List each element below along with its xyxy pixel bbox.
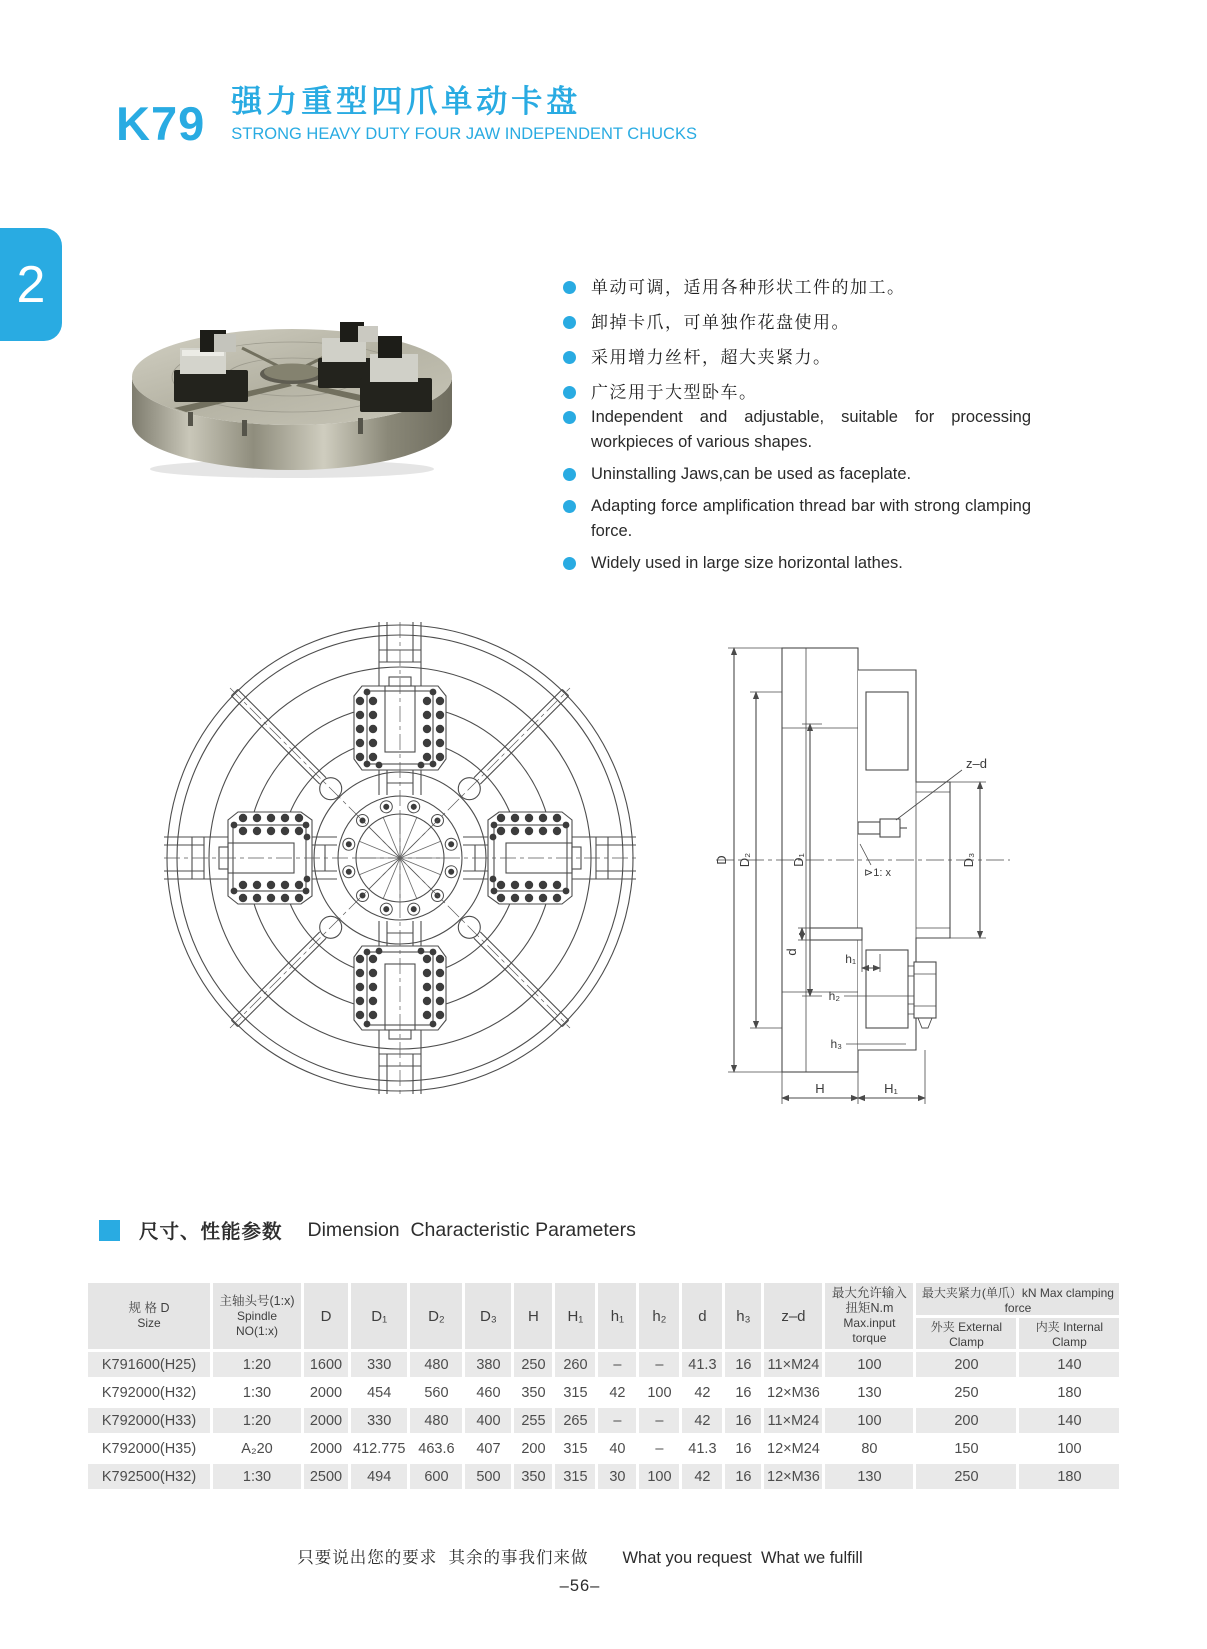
dim-label-h2: h₂ bbox=[828, 989, 840, 1003]
table-body bbox=[88, 1352, 1119, 1489]
table-cell: 2000 bbox=[304, 1380, 348, 1405]
table-cell: 100 bbox=[639, 1464, 679, 1489]
table-cell: 250 bbox=[514, 1352, 552, 1377]
bullet-icon bbox=[563, 386, 576, 399]
table-cell: 412.775 bbox=[351, 1436, 407, 1461]
table-cell: – bbox=[639, 1436, 679, 1461]
bullet-icon bbox=[563, 500, 576, 513]
table-cell: 400 bbox=[465, 1408, 511, 1433]
page-number: –56– bbox=[559, 1577, 601, 1595]
feature-text: 广泛用于大型卧车。 bbox=[591, 383, 758, 402]
table-cell: 250 bbox=[916, 1380, 1016, 1405]
section-heading bbox=[99, 1216, 636, 1244]
feature-text: 采用增力丝杆，超大夹紧力。 bbox=[591, 348, 832, 367]
bullet-icon bbox=[563, 468, 576, 481]
feature-text: Widely used in large size horizontal lathes. bbox=[591, 554, 903, 572]
feature-item bbox=[563, 462, 1031, 487]
table-row bbox=[88, 1408, 1119, 1433]
chuck-photo-illustration bbox=[122, 292, 462, 482]
table-cell: K792500(H32) bbox=[88, 1464, 210, 1489]
col-header-h3: h₃ bbox=[725, 1283, 761, 1349]
col-header-H: H bbox=[514, 1283, 552, 1349]
table-cell: 560 bbox=[410, 1380, 462, 1405]
table-cell: 30 bbox=[598, 1464, 636, 1489]
col-header-D: D bbox=[304, 1283, 348, 1349]
col-header-D3: D₃ bbox=[465, 1283, 511, 1349]
dim-label-D2: D₂ bbox=[737, 852, 752, 868]
table-cell: 350 bbox=[514, 1464, 552, 1489]
dim-label-H: H bbox=[815, 1081, 825, 1096]
table-cell: 460 bbox=[465, 1380, 511, 1405]
col-header-torque: 最大允许输入扭矩N.m Max.input torque bbox=[825, 1283, 913, 1349]
feature-text: Independent and adjustable, suitable for processing workpieces of various shapes. bbox=[591, 408, 1031, 451]
table-cell: 12×M36 bbox=[764, 1380, 822, 1405]
col-header-clamp-group: 最大夹紧力(单爪）kN Max clamping force bbox=[916, 1283, 1119, 1315]
table-cell: 41.3 bbox=[682, 1436, 722, 1461]
col-header-D2: D₂ bbox=[410, 1283, 462, 1349]
table-cell: 42 bbox=[682, 1464, 722, 1489]
dim-label-H1: H₁ bbox=[884, 1081, 898, 1096]
table-cell: 2000 bbox=[304, 1436, 348, 1461]
col-header-zd: z–d bbox=[764, 1283, 822, 1349]
col-header-spindle: 主轴头号(1:x) Spindle NO(1:x) bbox=[213, 1283, 301, 1349]
footer-slogan bbox=[0, 1544, 1160, 1568]
table-cell: 40 bbox=[598, 1436, 636, 1461]
product-photo bbox=[122, 292, 462, 482]
table-row bbox=[88, 1352, 1119, 1377]
table-cell: 1:20 bbox=[213, 1408, 301, 1433]
table-cell: 11×M24 bbox=[764, 1408, 822, 1433]
table-cell: 42 bbox=[682, 1408, 722, 1433]
feature-text: Uninstalling Jaws,can be used as faceplate. bbox=[591, 465, 912, 483]
feature-item bbox=[563, 311, 1043, 335]
feature-text: 卸掉卡爪，可单独作花盘使用。 bbox=[591, 313, 850, 332]
bullet-icon bbox=[563, 281, 576, 294]
table-cell: 463.6 bbox=[410, 1436, 462, 1461]
table-cell: 130 bbox=[825, 1380, 913, 1405]
chapter-number: 2 bbox=[16, 255, 46, 314]
col-header-H1: H₁ bbox=[555, 1283, 595, 1349]
section-geometry bbox=[716, 648, 1010, 1104]
table-row bbox=[88, 1436, 1119, 1461]
table-cell: 1:30 bbox=[213, 1380, 301, 1405]
bullet-icon bbox=[563, 316, 576, 329]
table-cell: 315 bbox=[555, 1380, 595, 1405]
table-cell: 12×M24 bbox=[764, 1436, 822, 1461]
table-cell: 200 bbox=[514, 1436, 552, 1461]
model-code: K79 bbox=[116, 97, 206, 150]
footer-slogan-en: What you request What we fulfill bbox=[622, 1549, 863, 1567]
table-cell: 1600 bbox=[304, 1352, 348, 1377]
dim-label-h1: h₁ bbox=[845, 952, 856, 966]
dim-label-h3: h₃ bbox=[830, 1037, 842, 1051]
table-cell: 100 bbox=[825, 1408, 913, 1433]
table-cell: 140 bbox=[1019, 1352, 1119, 1377]
col-header-h2: h₂ bbox=[639, 1283, 679, 1349]
table-cell: K792000(H35) bbox=[88, 1436, 210, 1461]
table-cell: 265 bbox=[555, 1408, 595, 1433]
dimension-table bbox=[85, 1280, 1122, 1492]
table-cell: 255 bbox=[514, 1408, 552, 1433]
table-cell: 407 bbox=[465, 1436, 511, 1461]
table-cell: A₂20 bbox=[213, 1436, 301, 1461]
table-cell: 180 bbox=[1019, 1464, 1119, 1489]
feature-text: Adapting force amplification thread bar with strong clamping force. bbox=[591, 497, 1031, 540]
table-cell: 315 bbox=[555, 1436, 595, 1461]
table-cell: 2500 bbox=[304, 1464, 348, 1489]
bullet-icon bbox=[563, 557, 576, 570]
feature-item bbox=[563, 346, 1043, 370]
table-cell: 350 bbox=[514, 1380, 552, 1405]
dim-label-D: D bbox=[714, 855, 729, 865]
table-cell: 1:30 bbox=[213, 1464, 301, 1489]
table-cell: 16 bbox=[725, 1464, 761, 1489]
feature-item bbox=[563, 276, 1043, 300]
table-cell: 260 bbox=[555, 1352, 595, 1377]
table-cell: – bbox=[639, 1352, 679, 1377]
dim-label-D1: D₁ bbox=[791, 853, 806, 867]
feature-item bbox=[563, 494, 1031, 544]
table-cell: – bbox=[598, 1352, 636, 1377]
heading-square-icon bbox=[99, 1220, 120, 1241]
table-cell: 16 bbox=[725, 1408, 761, 1433]
col-header-d: d bbox=[682, 1283, 722, 1349]
dim-label-taper: ⊳1: x bbox=[864, 867, 891, 879]
table-cell: 330 bbox=[351, 1408, 407, 1433]
page-title-en: STRONG HEAVY DUTY FOUR JAW INDEPENDENT CHUCKS bbox=[231, 124, 697, 143]
table-cell: 16 bbox=[725, 1352, 761, 1377]
footer-slogan-zh: 只要说出您的要求 其余的事我们来做 bbox=[297, 1549, 589, 1567]
chapter-tab bbox=[0, 228, 62, 341]
col-header-clamp-internal: 内夹 Internal Clamp bbox=[1019, 1318, 1119, 1349]
section-heading-zh: 尺寸、性能参数 bbox=[139, 1221, 283, 1243]
table-cell: 2000 bbox=[304, 1408, 348, 1433]
dim-label-zd: z–d bbox=[966, 756, 987, 771]
dim-label-D3: D₃ bbox=[961, 852, 976, 868]
col-header-D1: D₁ bbox=[351, 1283, 407, 1349]
table-cell: 454 bbox=[351, 1380, 407, 1405]
table-cell: 42 bbox=[598, 1380, 636, 1405]
dim-label-d: d bbox=[784, 948, 799, 956]
table-cell: 16 bbox=[725, 1436, 761, 1461]
feature-text: 单动可调，适用各种形状工件的加工。 bbox=[591, 278, 906, 297]
col-header-clamp-external: 外夹 External Clamp bbox=[916, 1318, 1016, 1349]
table-cell: 315 bbox=[555, 1464, 595, 1489]
table-row bbox=[88, 1380, 1119, 1405]
table-cell: 1:20 bbox=[213, 1352, 301, 1377]
page-header bbox=[116, 84, 697, 150]
feature-item bbox=[563, 381, 1043, 405]
table-cell: 600 bbox=[410, 1464, 462, 1489]
table-cell: 180 bbox=[1019, 1380, 1119, 1405]
col-header-h1: h₁ bbox=[598, 1283, 636, 1349]
features-zh bbox=[563, 276, 1043, 416]
table-cell: 42 bbox=[682, 1380, 722, 1405]
table-cell: – bbox=[639, 1408, 679, 1433]
page-footer bbox=[0, 1544, 1160, 1596]
page-title-zh: 强力重型四爪单动卡盘 bbox=[231, 84, 582, 119]
table-cell: 100 bbox=[1019, 1436, 1119, 1461]
table-cell: 80 bbox=[825, 1436, 913, 1461]
table-cell: 140 bbox=[1019, 1408, 1119, 1433]
features-en bbox=[563, 405, 1031, 583]
table-cell: 16 bbox=[725, 1380, 761, 1405]
table-cell: 330 bbox=[351, 1352, 407, 1377]
title-block bbox=[231, 84, 697, 147]
table-cell: 500 bbox=[465, 1464, 511, 1489]
table-cell: 480 bbox=[410, 1352, 462, 1377]
table-cell: 100 bbox=[639, 1380, 679, 1405]
section-heading-en: Dimension Characteristic Parameters bbox=[307, 1218, 636, 1241]
front-view-drawing bbox=[164, 622, 636, 1094]
table-cell: 480 bbox=[410, 1408, 462, 1433]
table-cell: 12×M36 bbox=[764, 1464, 822, 1489]
col-header-size: 规 格 D Size bbox=[88, 1283, 210, 1349]
table-cell: 200 bbox=[916, 1352, 1016, 1377]
table-cell: K792000(H33) bbox=[88, 1408, 210, 1433]
table-cell: K792000(H32) bbox=[88, 1380, 210, 1405]
table-cell: – bbox=[598, 1408, 636, 1433]
table-cell: 250 bbox=[916, 1464, 1016, 1489]
table-cell: K791600(H25) bbox=[88, 1352, 210, 1377]
feature-item bbox=[563, 405, 1031, 455]
section-view-drawing bbox=[710, 632, 1016, 1132]
table-cell: 200 bbox=[916, 1408, 1016, 1433]
table-cell: 100 bbox=[825, 1352, 913, 1377]
feature-item bbox=[563, 551, 1031, 576]
bullet-icon bbox=[563, 411, 576, 424]
bullet-icon bbox=[563, 351, 576, 364]
table-cell: 11×M24 bbox=[764, 1352, 822, 1377]
table-cell: 130 bbox=[825, 1464, 913, 1489]
table-cell: 41.3 bbox=[682, 1352, 722, 1377]
table-cell: 150 bbox=[916, 1436, 1016, 1461]
table-cell: 380 bbox=[465, 1352, 511, 1377]
table-row bbox=[88, 1464, 1119, 1489]
table-cell: 494 bbox=[351, 1464, 407, 1489]
